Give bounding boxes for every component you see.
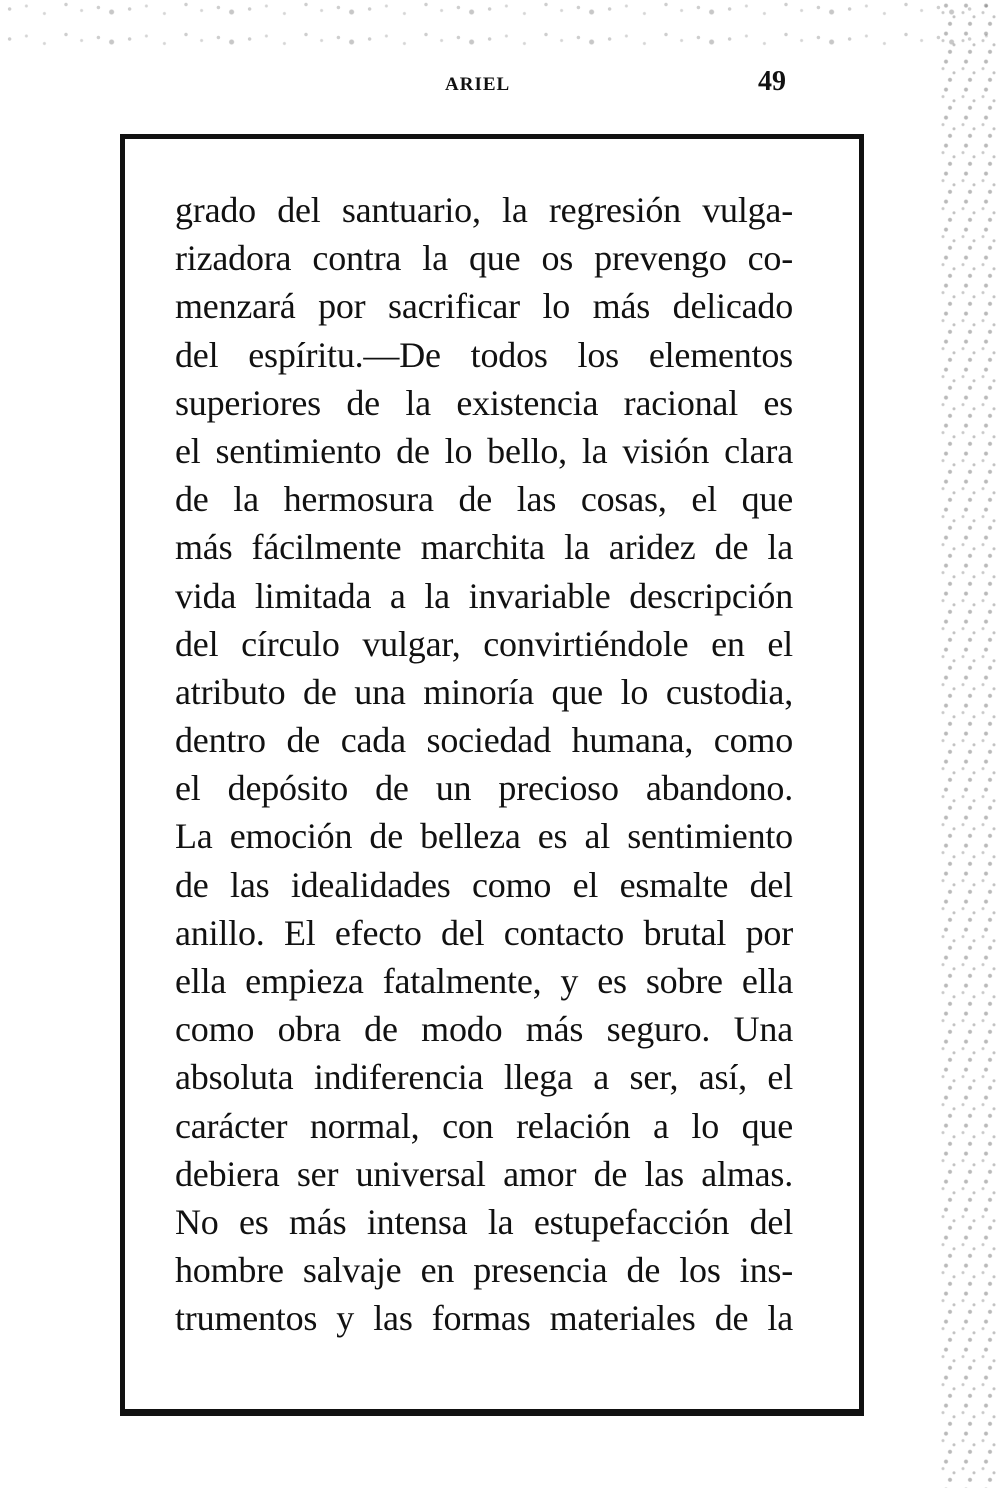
text-line: el sentimiento de lo bello, la visión clara: [175, 430, 793, 471]
text-line: hombre salvaje en presencia de los ins-: [175, 1250, 793, 1291]
running-header: [0, 66, 1000, 106]
scan-noise-top: [0, 0, 1000, 60]
text-line: La emoción de belleza es al sentimiento: [175, 816, 793, 857]
text-line: superiores de la existencia racional es: [175, 382, 793, 423]
text-line: menzará por sacrificar lo más delicado: [175, 286, 793, 327]
running-title: ARIEL: [445, 74, 511, 95]
text-line: ella empieza fatalmente, y es sobre ella: [175, 961, 793, 1001]
text-line: anillo. El efecto del contacto brutal por: [175, 912, 793, 953]
text-line: No es más intensa la estupefacción del: [175, 1201, 793, 1242]
body-text: [175, 186, 793, 1343]
text-line: atributo de una minoría que lo custodia,: [175, 671, 793, 712]
page-number: 49: [758, 66, 786, 97]
text-line: el depósito de un precioso abandono.: [175, 768, 793, 809]
text-line: de las idealidades como el esmalte del: [175, 864, 793, 905]
text-line: más fácilmente marchita la aridez de la: [175, 527, 793, 568]
text-line: grado del santuario, la regresión vulga-: [175, 190, 793, 230]
text-line: dentro de cada sociedad humana, como: [175, 720, 793, 761]
text-line: trumentos y las formas materiales de la: [175, 1298, 793, 1339]
text-line: rizadora contra la que os prevengo co-: [175, 238, 793, 279]
text-line: de la hermosura de las cosas, el que: [175, 479, 793, 520]
scan-noise-right-edge: [940, 0, 1000, 1488]
text-line: del círculo vulgar, convirtiéndole en el: [175, 623, 793, 664]
text-line: vida limitada a la invariable descripción: [175, 575, 793, 616]
text-line: debiera ser universal amor de las almas.: [175, 1153, 793, 1194]
text-line: carácter normal, con relación a lo que: [175, 1105, 793, 1146]
text-line: absoluta indiferencia llega a ser, así, el: [175, 1057, 793, 1098]
text-line: como obra de modo más seguro. Una: [175, 1009, 793, 1050]
text-line: del espíritu.—De todos los elementos: [175, 334, 793, 375]
